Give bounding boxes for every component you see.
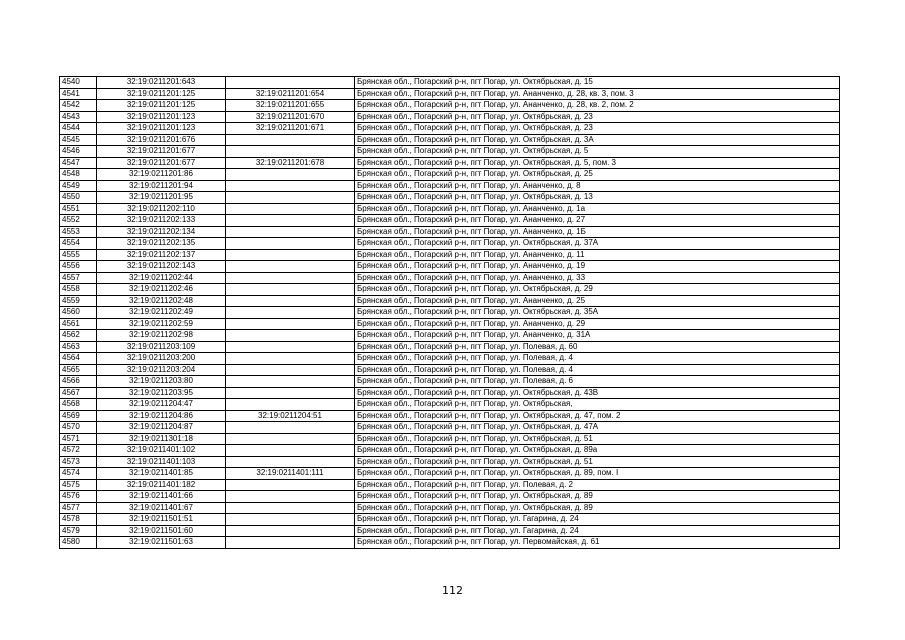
- cadastral-number-cell: 32:19:0211501:51: [97, 514, 226, 526]
- table-row: [60, 307, 840, 319]
- premises-cadastral-number-cell: [226, 215, 355, 227]
- premises-cadastral-number-cell: 32:19:0211201:654: [226, 88, 355, 100]
- cadastral-number-cell: 32:19:0211201:94: [97, 180, 226, 192]
- table-row: [60, 261, 840, 273]
- address-cell: Брянская обл., Погарский р-н, пгт Погар, ул. Октябрьская, д. 51: [355, 456, 840, 468]
- premises-cadastral-number-cell: [226, 249, 355, 261]
- table-row: [60, 479, 840, 491]
- address-cell: Брянская обл., Погарский р-н, пгт Погар, ул. Ананченко, д. 25: [355, 295, 840, 307]
- row-number-cell: 4562: [60, 330, 97, 342]
- row-number-cell: 4546: [60, 146, 97, 158]
- premises-cadastral-number-cell: [226, 295, 355, 307]
- cadastral-number-cell: 32:19:0211401:67: [97, 502, 226, 514]
- premises-cadastral-number-cell: [226, 330, 355, 342]
- premises-cadastral-number-cell: 32:19:0211201:670: [226, 111, 355, 123]
- address-cell: Брянская обл., Погарский р-н, пгт Погар, ул. Октябрьская, д. 47, пом. 2: [355, 410, 840, 422]
- cadastral-number-cell: 32:19:0211203:109: [97, 341, 226, 353]
- cadastral-number-cell: 32:19:0211201:677: [97, 157, 226, 169]
- cadastral-number-cell: 32:19:0211401:66: [97, 491, 226, 503]
- cadastral-number-cell: 32:19:0211202:137: [97, 249, 226, 261]
- premises-cadastral-number-cell: [226, 502, 355, 514]
- premises-cadastral-number-cell: [226, 238, 355, 250]
- table-row: [60, 410, 840, 422]
- row-number-cell: 4555: [60, 249, 97, 261]
- cadastral-number-cell: 32:19:0211202:135: [97, 238, 226, 250]
- address-cell: Брянская обл., Погарский р-н, пгт Погар, ул. Октябрьская, д. 5, пом. 3: [355, 157, 840, 169]
- table-row: [60, 456, 840, 468]
- table-row: [60, 514, 840, 526]
- address-cell: Брянская обл., Погарский р-н, пгт Погар, ул. Ананченко, д. 1а: [355, 203, 840, 215]
- row-number-cell: 4566: [60, 376, 97, 388]
- address-cell: Брянская обл., Погарский р-н, пгт Погар, ул. Ананченко, д. 11: [355, 249, 840, 261]
- table-row: [60, 123, 840, 135]
- address-cell: Брянская обл., Погарский р-н, пгт Погар, ул. Октябрьская, д. 47А: [355, 422, 840, 434]
- row-number-cell: 4550: [60, 192, 97, 204]
- table-row: [60, 180, 840, 192]
- cadastral-number-cell: 32:19:0211501:63: [97, 537, 226, 549]
- address-cell: Брянская обл., Погарский р-н, пгт Погар, ул. Октябрьская, д. 35А: [355, 307, 840, 319]
- address-cell: Брянская обл., Погарский р-н, пгт Погар, ул. Полевая, д. 2: [355, 479, 840, 491]
- address-cell: Брянская обл., Погарский р-н, пгт Погар, ул. Ананченко, д. 33: [355, 272, 840, 284]
- table-row: [60, 433, 840, 445]
- row-number-cell: 4559: [60, 295, 97, 307]
- cadastral-number-cell: 32:19:0211202:98: [97, 330, 226, 342]
- premises-cadastral-number-cell: [226, 272, 355, 284]
- address-cell: Брянская обл., Погарский р-н, пгт Погар, ул. Октябрьская, д. 25: [355, 169, 840, 181]
- row-number-cell: 4554: [60, 238, 97, 250]
- row-number-cell: 4577: [60, 502, 97, 514]
- cadastral-number-cell: 32:19:0211201:123: [97, 111, 226, 123]
- cadastral-number-cell: 32:19:0211202:59: [97, 318, 226, 330]
- row-number-cell: 4547: [60, 157, 97, 169]
- cadastral-number-cell: 32:19:0211201:125: [97, 88, 226, 100]
- row-number-cell: 4560: [60, 307, 97, 319]
- cadastral-number-cell: 32:19:0211202:133: [97, 215, 226, 227]
- table-row: [60, 399, 840, 411]
- row-number-cell: 4549: [60, 180, 97, 192]
- cadastral-number-cell: 32:19:0211501:60: [97, 525, 226, 537]
- row-number-cell: 4545: [60, 134, 97, 146]
- table-row: [60, 422, 840, 434]
- premises-cadastral-number-cell: [226, 134, 355, 146]
- row-number-cell: 4552: [60, 215, 97, 227]
- row-number-cell: 4564: [60, 353, 97, 365]
- address-cell: Брянская обл., Погарский р-н, пгт Погар, ул. Полевая, д. 6: [355, 376, 840, 388]
- table-row: [60, 192, 840, 204]
- table-row: [60, 272, 840, 284]
- cadastral-number-cell: 32:19:0211201:677: [97, 146, 226, 158]
- address-cell: Брянская обл., Погарский р-н, пгт Погар, ул. Октябрьская, д. 89: [355, 502, 840, 514]
- premises-cadastral-number-cell: [226, 364, 355, 376]
- table-row: [60, 238, 840, 250]
- row-number-cell: 4556: [60, 261, 97, 273]
- cadastral-number-cell: 32:19:0211401:102: [97, 445, 226, 457]
- table-row: [60, 88, 840, 100]
- row-number-cell: 4540: [60, 77, 97, 89]
- premises-cadastral-number-cell: [226, 399, 355, 411]
- cadastral-number-cell: 32:19:0211202:48: [97, 295, 226, 307]
- cadastral-number-cell: 32:19:0211204:86: [97, 410, 226, 422]
- premises-cadastral-number-cell: [226, 387, 355, 399]
- table-row: [60, 364, 840, 376]
- address-cell: Брянская обл., Погарский р-н, пгт Погар, ул. Ананченко, д. 28, кв. 3, пом. 3: [355, 88, 840, 100]
- cadastral-number-cell: 32:19:0211401:103: [97, 456, 226, 468]
- cadastral-number-cell: 32:19:0211301:18: [97, 433, 226, 445]
- cadastral-number-cell: 32:19:0211203:204: [97, 364, 226, 376]
- premises-cadastral-number-cell: 32:19:0211201:671: [226, 123, 355, 135]
- cadastral-number-cell: 32:19:0211401:85: [97, 468, 226, 480]
- address-cell: Брянская обл., Погарский р-н, пгт Погар, ул. Октябрьская, д. 89, пом. I: [355, 468, 840, 480]
- premises-cadastral-number-cell: [226, 77, 355, 89]
- address-cell: Брянская обл., Погарский р-н, пгт Погар, ул. Ананченко, д. 1Б: [355, 226, 840, 238]
- address-cell: Брянская обл., Погарский р-н, пгт Погар, ул. Ананченко, д. 19: [355, 261, 840, 273]
- address-cell: Брянская обл., Погарский р-н, пгт Погар, ул. Полевая, д. 4: [355, 353, 840, 365]
- premises-cadastral-number-cell: 32:19:0211401:111: [226, 468, 355, 480]
- address-cell: Брянская обл., Погарский р-н, пгт Погар, ул. Октябрьская, д. 23: [355, 111, 840, 123]
- table-row: [60, 318, 840, 330]
- cadastral-number-cell: 32:19:0211202:49: [97, 307, 226, 319]
- row-number-cell: 4571: [60, 433, 97, 445]
- row-number-cell: 4561: [60, 318, 97, 330]
- premises-cadastral-number-cell: [226, 180, 355, 192]
- premises-cadastral-number-cell: [226, 376, 355, 388]
- premises-cadastral-number-cell: [226, 491, 355, 503]
- premises-cadastral-number-cell: [226, 445, 355, 457]
- premises-cadastral-number-cell: [226, 479, 355, 491]
- cadastral-number-cell: 32:19:0211201:676: [97, 134, 226, 146]
- row-number-cell: 4570: [60, 422, 97, 434]
- table-row: [60, 111, 840, 123]
- address-cell: Брянская обл., Погарский р-н, пгт Погар, ул. Октябрьская, д. 89а: [355, 445, 840, 457]
- table-row: [60, 284, 840, 296]
- cadastral-number-cell: 32:19:0211202:44: [97, 272, 226, 284]
- address-cell: Брянская обл., Погарский р-н, пгт Погар, ул. Полевая, д. 60: [355, 341, 840, 353]
- row-number-cell: 4578: [60, 514, 97, 526]
- table-row: [60, 376, 840, 388]
- premises-cadastral-number-cell: [226, 169, 355, 181]
- table-row: [60, 249, 840, 261]
- premises-cadastral-number-cell: [226, 284, 355, 296]
- cadastral-number-cell: 32:19:0211201:95: [97, 192, 226, 204]
- cadastral-number-cell: 32:19:0211203:200: [97, 353, 226, 365]
- table-row: [60, 445, 840, 457]
- address-cell: Брянская обл., Погарский р-н, пгт Погар, ул. Октябрьская, д. 15: [355, 77, 840, 89]
- cadastral-number-cell: 32:19:0211202:46: [97, 284, 226, 296]
- premises-cadastral-number-cell: [226, 341, 355, 353]
- premises-cadastral-number-cell: [226, 307, 355, 319]
- address-cell: Брянская обл., Погарский р-н, пгт Погар, ул. Полевая, д. 4: [355, 364, 840, 376]
- table-row: [60, 226, 840, 238]
- row-number-cell: 4572: [60, 445, 97, 457]
- cadastral-number-cell: 32:19:0211202:110: [97, 203, 226, 215]
- premises-cadastral-number-cell: [226, 146, 355, 158]
- table-row: [60, 341, 840, 353]
- table-row: [60, 330, 840, 342]
- address-cell: Брянская обл., Погарский р-н, пгт Погар, ул. Первомайская, д. 61: [355, 537, 840, 549]
- cadastral-number-cell: 32:19:0211201:123: [97, 123, 226, 135]
- row-number-cell: 4573: [60, 456, 97, 468]
- premises-cadastral-number-cell: [226, 456, 355, 468]
- cadastral-number-cell: 32:19:0211201:86: [97, 169, 226, 181]
- premises-cadastral-number-cell: [226, 192, 355, 204]
- row-number-cell: 4567: [60, 387, 97, 399]
- address-cell: Брянская обл., Погарский р-н, пгт Погар, ул. Октябрьская, д. 3А: [355, 134, 840, 146]
- row-number-cell: 4575: [60, 479, 97, 491]
- table-row: [60, 537, 840, 549]
- premises-cadastral-number-cell: 32:19:0211201:678: [226, 157, 355, 169]
- address-cell: Брянская обл., Погарский р-н, пгт Погар, ул. Октябрьская, д. 29: [355, 284, 840, 296]
- premises-cadastral-number-cell: 32:19:0211204:51: [226, 410, 355, 422]
- premises-cadastral-number-cell: [226, 226, 355, 238]
- address-cell: Брянская обл., Погарский р-н, пгт Погар, ул. Ананченко, д. 28, кв. 2, пом. 2: [355, 100, 840, 112]
- table-row: [60, 387, 840, 399]
- row-number-cell: 4558: [60, 284, 97, 296]
- row-number-cell: 4551: [60, 203, 97, 215]
- premises-cadastral-number-cell: [226, 537, 355, 549]
- row-number-cell: 4543: [60, 111, 97, 123]
- address-cell: Брянская обл., Погарский р-н, пгт Погар, ул. Октябрьская, д. 5: [355, 146, 840, 158]
- cadastral-number-cell: 32:19:0211202:143: [97, 261, 226, 273]
- premises-cadastral-number-cell: [226, 514, 355, 526]
- table-row: [60, 134, 840, 146]
- address-cell: Брянская обл., Погарский р-н, пгт Погар, ул. Октябрьская, д. 43В: [355, 387, 840, 399]
- cadastral-number-cell: 32:19:0211203:80: [97, 376, 226, 388]
- address-cell: Брянская обл., Погарский р-н, пгт Погар, ул. Октябрьская, д. 23: [355, 123, 840, 135]
- row-number-cell: 4568: [60, 399, 97, 411]
- address-cell: Брянская обл., Погарский р-н, пгт Погар, ул. Ананченко, д. 8: [355, 180, 840, 192]
- address-cell: Брянская обл., Погарский р-н, пгт Погар, ул. Октябрьская, д. 37А: [355, 238, 840, 250]
- row-number-cell: 4579: [60, 525, 97, 537]
- address-cell: Брянская обл., Погарский р-н, пгт Погар, ул. Октябрьская, д. 13: [355, 192, 840, 204]
- registry-table: [59, 76, 840, 549]
- address-cell: Брянская обл., Погарский р-н, пгт Погар, ул. Ананченко, д. 29: [355, 318, 840, 330]
- address-cell: Брянская обл., Погарский р-н, пгт Погар, ул. Гагарина, д. 24: [355, 525, 840, 537]
- premises-cadastral-number-cell: [226, 433, 355, 445]
- address-cell: Брянская обл., Погарский р-н, пгт Погар, ул. Гагарина, д. 24: [355, 514, 840, 526]
- table-row: [60, 353, 840, 365]
- address-cell: Брянская обл., Погарский р-н, пгт Погар, ул. Ананченко, д. 31А: [355, 330, 840, 342]
- cadastral-number-cell: 32:19:0211203:95: [97, 387, 226, 399]
- address-cell: Брянская обл., Погарский р-н, пгт Погар, ул. Октябрьская, д. 51: [355, 433, 840, 445]
- address-cell: Брянская обл., Погарский р-н, пгт Погар, ул. Октябрьская, д. 89: [355, 491, 840, 503]
- premises-cadastral-number-cell: [226, 261, 355, 273]
- table-row: [60, 295, 840, 307]
- table-row: [60, 502, 840, 514]
- cadastral-number-cell: 32:19:0211401:182: [97, 479, 226, 491]
- premises-cadastral-number-cell: [226, 422, 355, 434]
- row-number-cell: 4548: [60, 169, 97, 181]
- cadastral-number-cell: 32:19:0211201:125: [97, 100, 226, 112]
- cadastral-number-cell: 32:19:0211201:643: [97, 77, 226, 89]
- table-row: [60, 100, 840, 112]
- table-row: [60, 468, 840, 480]
- premises-cadastral-number-cell: [226, 203, 355, 215]
- table-row: [60, 491, 840, 503]
- premises-cadastral-number-cell: [226, 525, 355, 537]
- row-number-cell: 4569: [60, 410, 97, 422]
- address-cell: Брянская обл., Погарский р-н, пгт Погар, ул. Октябрьская,: [355, 399, 840, 411]
- table-row: [60, 215, 840, 227]
- row-number-cell: 4576: [60, 491, 97, 503]
- row-number-cell: 4544: [60, 123, 97, 135]
- address-cell: Брянская обл., Погарский р-н, пгт Погар, ул. Ананченко, д. 27: [355, 215, 840, 227]
- page-number: 112: [442, 584, 463, 597]
- table-row: [60, 157, 840, 169]
- row-number-cell: 4553: [60, 226, 97, 238]
- cadastral-number-cell: 32:19:0211204:47: [97, 399, 226, 411]
- premises-cadastral-number-cell: 32:19:0211201:655: [226, 100, 355, 112]
- premises-cadastral-number-cell: [226, 353, 355, 365]
- table-row: [60, 77, 840, 89]
- row-number-cell: 4542: [60, 100, 97, 112]
- row-number-cell: 4565: [60, 364, 97, 376]
- table-row: [60, 525, 840, 537]
- cadastral-number-cell: 32:19:0211202:134: [97, 226, 226, 238]
- table-row: [60, 146, 840, 158]
- row-number-cell: 4557: [60, 272, 97, 284]
- row-number-cell: 4541: [60, 88, 97, 100]
- registry-table-body: [60, 77, 840, 549]
- row-number-cell: 4574: [60, 468, 97, 480]
- premises-cadastral-number-cell: [226, 318, 355, 330]
- row-number-cell: 4563: [60, 341, 97, 353]
- row-number-cell: 4580: [60, 537, 97, 549]
- table-row: [60, 203, 840, 215]
- table-row: [60, 169, 840, 181]
- cadastral-number-cell: 32:19:0211204:87: [97, 422, 226, 434]
